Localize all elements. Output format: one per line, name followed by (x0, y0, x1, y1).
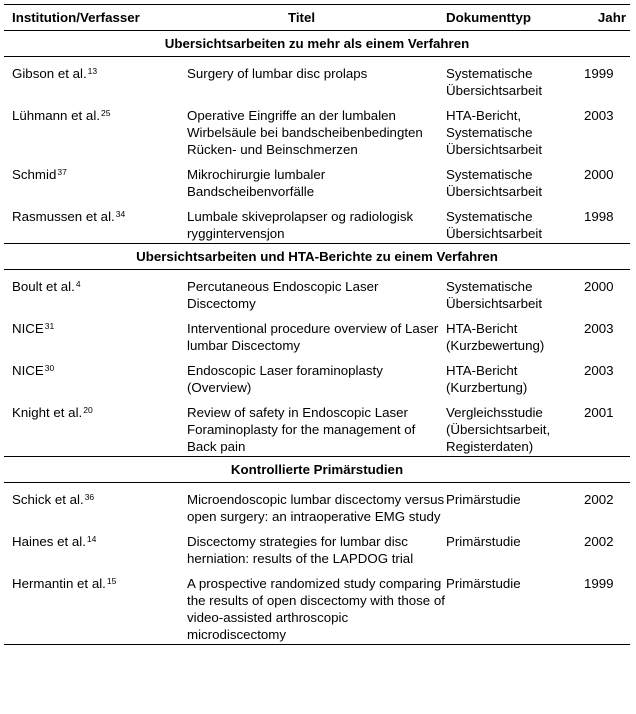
document-type-cell: Vergleichsstudie (Übersichtsarbeit, Registerdaten) (446, 405, 551, 454)
table-header-row (4, 5, 630, 30)
author-name: Schmid (12, 167, 57, 182)
header-document-type: Dokumenttyp (446, 10, 531, 25)
author-cell (4, 166, 187, 200)
section-heading: Ubersichtsarbeiten und HTA-Berichte zu einem Verfahren (136, 249, 498, 264)
title-cell: Interventional procedure overview of Laser lumbar Discectomy (187, 321, 439, 353)
reference-number: 37 (57, 167, 67, 177)
author-cell (4, 575, 187, 643)
section-group (4, 31, 630, 244)
reference-number: 25 (100, 108, 111, 118)
author-name: Haines et al. (12, 534, 86, 549)
table-row (4, 270, 630, 312)
document-type-cell: Systematische Übersichtsarbeit (446, 66, 543, 98)
year-cell: 2003 (584, 108, 614, 123)
table-row (4, 483, 630, 525)
literature-table (4, 4, 630, 645)
section-group (4, 457, 630, 645)
title-cell: Lumbale skiveprolapser og radiologisk ryggintervensjon (187, 209, 414, 241)
document-type-cell: HTA-Bericht (Kurzbewertung) (446, 321, 545, 353)
reference-number: 30 (44, 363, 55, 373)
reference-number: 31 (44, 321, 55, 331)
title-cell: Percutaneous Endoscopic Laser Discectomy (187, 279, 379, 311)
reference-number: 34 (115, 209, 126, 219)
table-row (4, 396, 630, 456)
title-cell: Surgery of lumbar disc prolaps (187, 66, 368, 81)
reference-number: 4 (75, 279, 81, 289)
reference-number: 36 (84, 492, 95, 502)
table-body (4, 31, 630, 645)
author-cell (4, 404, 187, 455)
section-end-rule (4, 644, 630, 645)
title-cell: Endoscopic Laser foraminoplasty (Overview) (187, 363, 383, 395)
document-type-cell: Primärstudie (446, 534, 521, 549)
section-heading: Ubersichtsarbeiten zu mehr als einem Verfahren (164, 36, 470, 51)
author-name: Boult et al. (12, 279, 75, 294)
author-name: Hermantin et al. (12, 576, 106, 591)
reference-number: 20 (83, 405, 93, 415)
document-type-cell: Systematische Übersichtsarbeit (446, 279, 543, 311)
year-cell: 2002 (584, 492, 614, 507)
section-heading: Kontrollierte Primärstudien (230, 462, 404, 477)
reference-number: 15 (106, 576, 117, 586)
author-cell (4, 278, 187, 312)
table-row (4, 200, 630, 243)
header-title: Titel (287, 10, 316, 25)
author-cell (4, 491, 187, 525)
table-row (4, 525, 630, 567)
author-cell (4, 362, 187, 396)
section-group (4, 244, 630, 457)
year-cell: 2000 (584, 279, 614, 294)
year-cell: 2003 (584, 321, 614, 336)
year-cell: 2002 (584, 534, 614, 549)
author-cell (4, 320, 187, 354)
reference-number: 14 (86, 534, 97, 544)
title-cell: Discectomy strategies for lumbar disc herniation: results of the LAPDOG trial (187, 534, 414, 566)
author-cell (4, 65, 187, 99)
author-name: Knight et al. (12, 405, 83, 420)
author-name: NICE (12, 321, 44, 336)
table-row (4, 57, 630, 99)
document-type-cell: Primärstudie (446, 492, 521, 507)
document-type-cell: Systematische Übersichtsarbeit (446, 167, 543, 199)
header-year: Jahr (597, 10, 626, 25)
title-cell: Review of safety in Endoscopic Laser Foraminoplasty for the management of Back pain (187, 405, 416, 454)
document-type-cell: HTA-Bericht (Kurzbertung) (446, 363, 528, 395)
title-cell: Microendoscopic lumbar discectomy versus open surgery: an intraoperative EMG study (187, 492, 445, 524)
reference-number: 13 (87, 66, 98, 76)
year-cell: 2000 (584, 167, 614, 182)
table-row (4, 567, 630, 644)
table-row (4, 99, 630, 158)
author-name: NICE (12, 363, 44, 378)
title-cell: Mikrochirurgie lumbaler Bandscheibenvorfälle (187, 167, 326, 199)
document-type-cell: Primärstudie (446, 576, 521, 591)
table-row (4, 158, 630, 200)
year-cell: 2003 (584, 363, 614, 378)
author-cell (4, 533, 187, 567)
author-name: Lühmann et al. (12, 108, 100, 123)
author-cell (4, 208, 187, 242)
table-row (4, 354, 630, 396)
author-name: Rasmussen et al. (12, 209, 115, 224)
year-cell: 1999 (584, 576, 614, 591)
title-cell: A prospective randomized study comparing the results of open discectomy with those of video-assisted arthroscopic microdiscectomy (187, 576, 445, 642)
header-institution: Institution/Verfasser (12, 10, 140, 25)
document-type-cell: HTA-Bericht, Systematische Übersichtsarbeit (446, 108, 543, 157)
author-cell (4, 107, 187, 158)
author-name: Gibson et al. (12, 66, 87, 81)
table-row (4, 312, 630, 354)
title-cell: Operative Eingriffe an der lumbalen Wirbelsäule bei bandscheibenbedingten Rücken- und Beinschmerzen (187, 108, 423, 157)
author-name: Schick et al. (12, 492, 84, 507)
year-cell: 1999 (584, 66, 614, 81)
year-cell: 2001 (584, 405, 614, 420)
document-type-cell: Systematische Übersichtsarbeit (446, 209, 543, 241)
year-cell: 1998 (584, 209, 614, 224)
